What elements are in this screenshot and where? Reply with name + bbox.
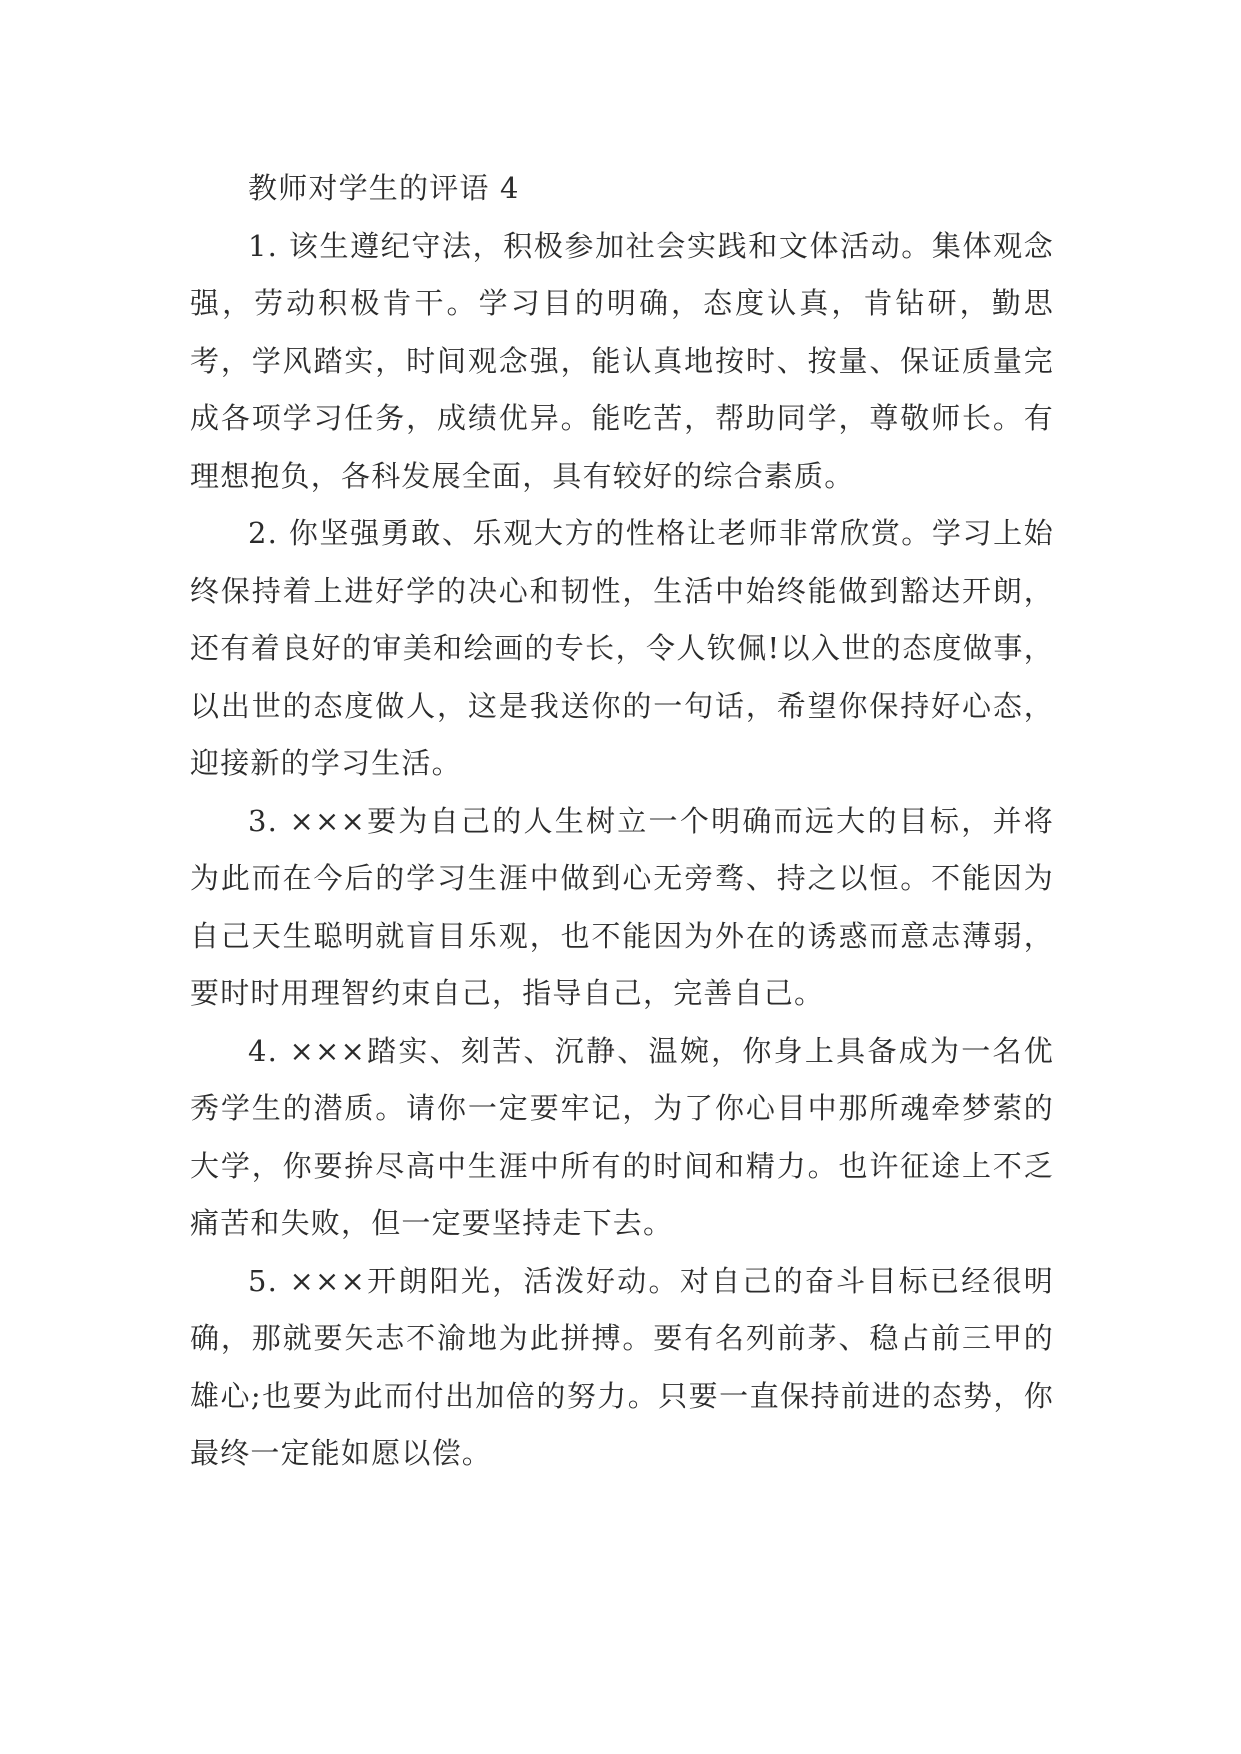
document-body [190,160,1054,1483]
document-title: 教师对学生的评语 4 [248,171,520,205]
paragraph-4: 4. ×××踏实、刻苦、沉静、温婉，你身上具备成为一名优秀学生的潜质。请你一定要牢记，为了你心目中那所魂牵梦萦的大学，你要拚尽高中生涯中所有的时间和精力。也许征途上不乏痛苦和失败，但一定要坚持走下去。 [190,1033,1054,1240]
paragraph-5: 5. ×××开朗阳光，活泼好动。对自己的奋斗目标已经很明确，那就要矢志不渝地为此拼搏。要有名列前茅、稳占前三甲的雄心;也要为此而付出加倍的努力。只要一直保持前进的态势，你最终一定能如愿以偿。 [190,1263,1054,1470]
paragraph-3: 3. ×××要为自己的人生树立一个明确而远大的目标，并将为此而在今后的学习生涯中做到心无旁骛、持之以恒。不能因为自己天生聪明就盲目乐观，也不能因为外在的诱惑而意志薄弱，要时时用理智约束自己，指导自己，完善自己。 [190,803,1054,1010]
paragraph-1: 1. 该生遵纪守法，积极参加社会实践和文体活动。集体观念强，劳动积极肯干。学习目的明确，态度认真，肯钻研，勤思考，学风踏实，时间观念强，能认真地按时、按量、保证质量完成各项学习任务，成绩优异。能吃苦，帮助同学，尊敬师长。有理想抱负，各科发展全面，具有较好的综合素质。 [190,228,1054,493]
paragraph-2: 2. 你坚强勇敢、乐观大方的性格让老师非常欣赏。学习上始终保持着上进好学的决心和韧性，生活中始终能做到豁达开朗，还有着良好的审美和绘画的专长，令人钦佩!以入世的态度做事，以出世的态度做人，这是我送你的一句话，希望你保持好心态，迎接新的学习生活。 [190,516,1054,780]
